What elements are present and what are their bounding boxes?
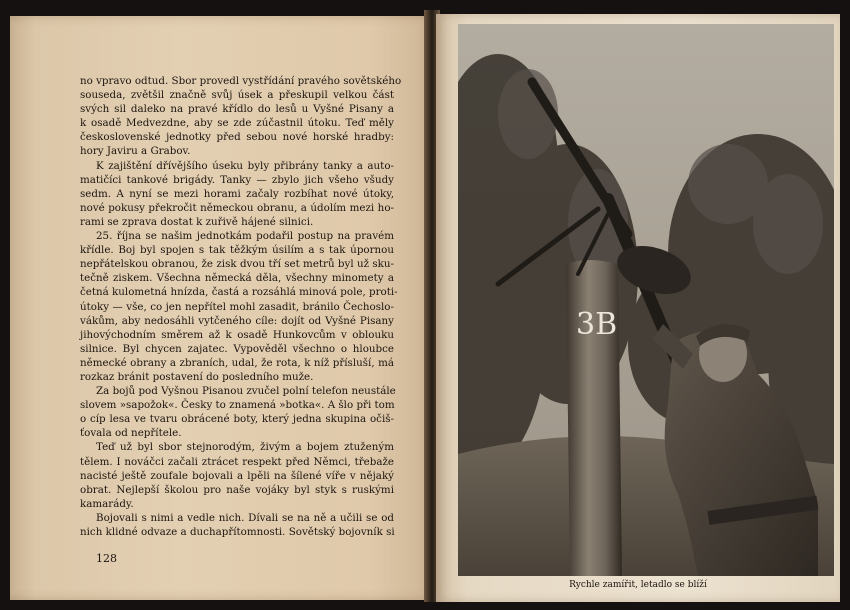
text-line: četná kulometná hnízda, častá a rozsáhlá minová pole, proti- [80,286,398,299]
right-page [436,14,840,602]
photo-caption: Rychle zamířit, letadlo se blíží [569,580,707,590]
photo-illustration [458,24,834,576]
photograph-soldier-machine-gun [458,24,834,576]
text-line: k osadě Medvezdne, aby se zde zúčastnil útoku. Teď měly [80,117,394,130]
text-line: tělem. I nováčci začali ztrácet respekt před Němci, třebaže [80,455,394,468]
text-line: jihovýchodním směrem až k osadě Hunkovcům v oblouku [80,328,394,341]
text-line: K zajištění dřívějšího úseku byly přibrány tanky a auto- [96,159,394,172]
text-line: sedm. A nyní se mezi horami začaly rozbíhat nové útoky, [80,187,394,200]
text-line: slovem »sapožok«. Česky to znamená »botka«. A šlo při tom [80,399,395,412]
text-line: rami se zprava dostat k zuřivě hájené silnici. [80,215,314,228]
text-line: nové pokusy překročit německou obranu, a údolím mezi ho- [80,201,394,214]
text-line: německé obrany a zbraních, udal, že rota, k níž přísluší, má [80,356,394,369]
post-marking: 3B [576,307,618,342]
text-line: Za bojů pod Vyšnou Pisanou zvučel polní telefon neustále [96,385,396,398]
text-line: Teď už byl sbor stejnorodým, živým a bojem ztuženým [96,441,394,454]
text-line: nich klidné odvaze a duchapřítomnosti. Sovětský bojovník si [80,526,395,538]
text-line: ťovala od nepřítele. [80,427,182,440]
left-page [10,16,434,600]
page-number: 128 [96,552,117,565]
text-line: obrat. Nejlepší školou pro naše vojáky byl styk s ruskými [80,483,394,496]
text-line: vákům, aby nedosáhli vytčeného cíle: dojít od Vyšné Pisany [80,314,394,327]
text-line: svých sil daleko na pravé křídlo do lesů u Vyšné Pisany a [80,103,394,116]
text-line: tečně ziskem. Všechna německá děla, všechny minomety a [80,272,394,285]
text-line: kamarády. [80,497,134,510]
text-line: souseda, zvětšil značně svůj úsek a přeskupil velkou část [80,89,394,102]
text-line: rozkaz bránit postavení do posledního muže. [80,370,314,383]
text-line: no vpravo odtud. Sbor provedl vystřídání pravého sovětského [80,75,402,87]
text-line: křídle. Boj byl spojen s tak těžkým úsilím a s tak úpornou [80,244,394,257]
text-line: matičíci tankové brigády. Tanky — zbylo jich všeho všudy [80,173,394,186]
body-text [80,74,402,539]
text-line: nacisté ještě zoufale bojovali a lpěli na šílené víře v nějaký [80,469,394,482]
text-line: silnice. Byl chycen zajatec. Vypověděl všechno o hloubce [80,342,394,355]
text-line: nepřátelskou obranou, že zisk dvou tří set metrů byl už sku- [80,258,394,271]
text-line: Bojovali s nimi a vedle nich. Dívali se na ně a učili se od [96,511,394,524]
text-line: útoky — vše, co jen nepřítel mohl zasadit, bránilo Čechoslo- [80,300,394,313]
text-line: 25. října se našim jednotkám podařil postup na pravém [96,230,394,243]
text-line: hory Javiru a Grabov. [80,145,191,158]
text-line: československé jednotky před sebou nové horské hradby: [80,131,394,144]
text-line: o cíp lesa ve tvaru obrácené boty, který jedna skupina očiš- [80,413,394,426]
